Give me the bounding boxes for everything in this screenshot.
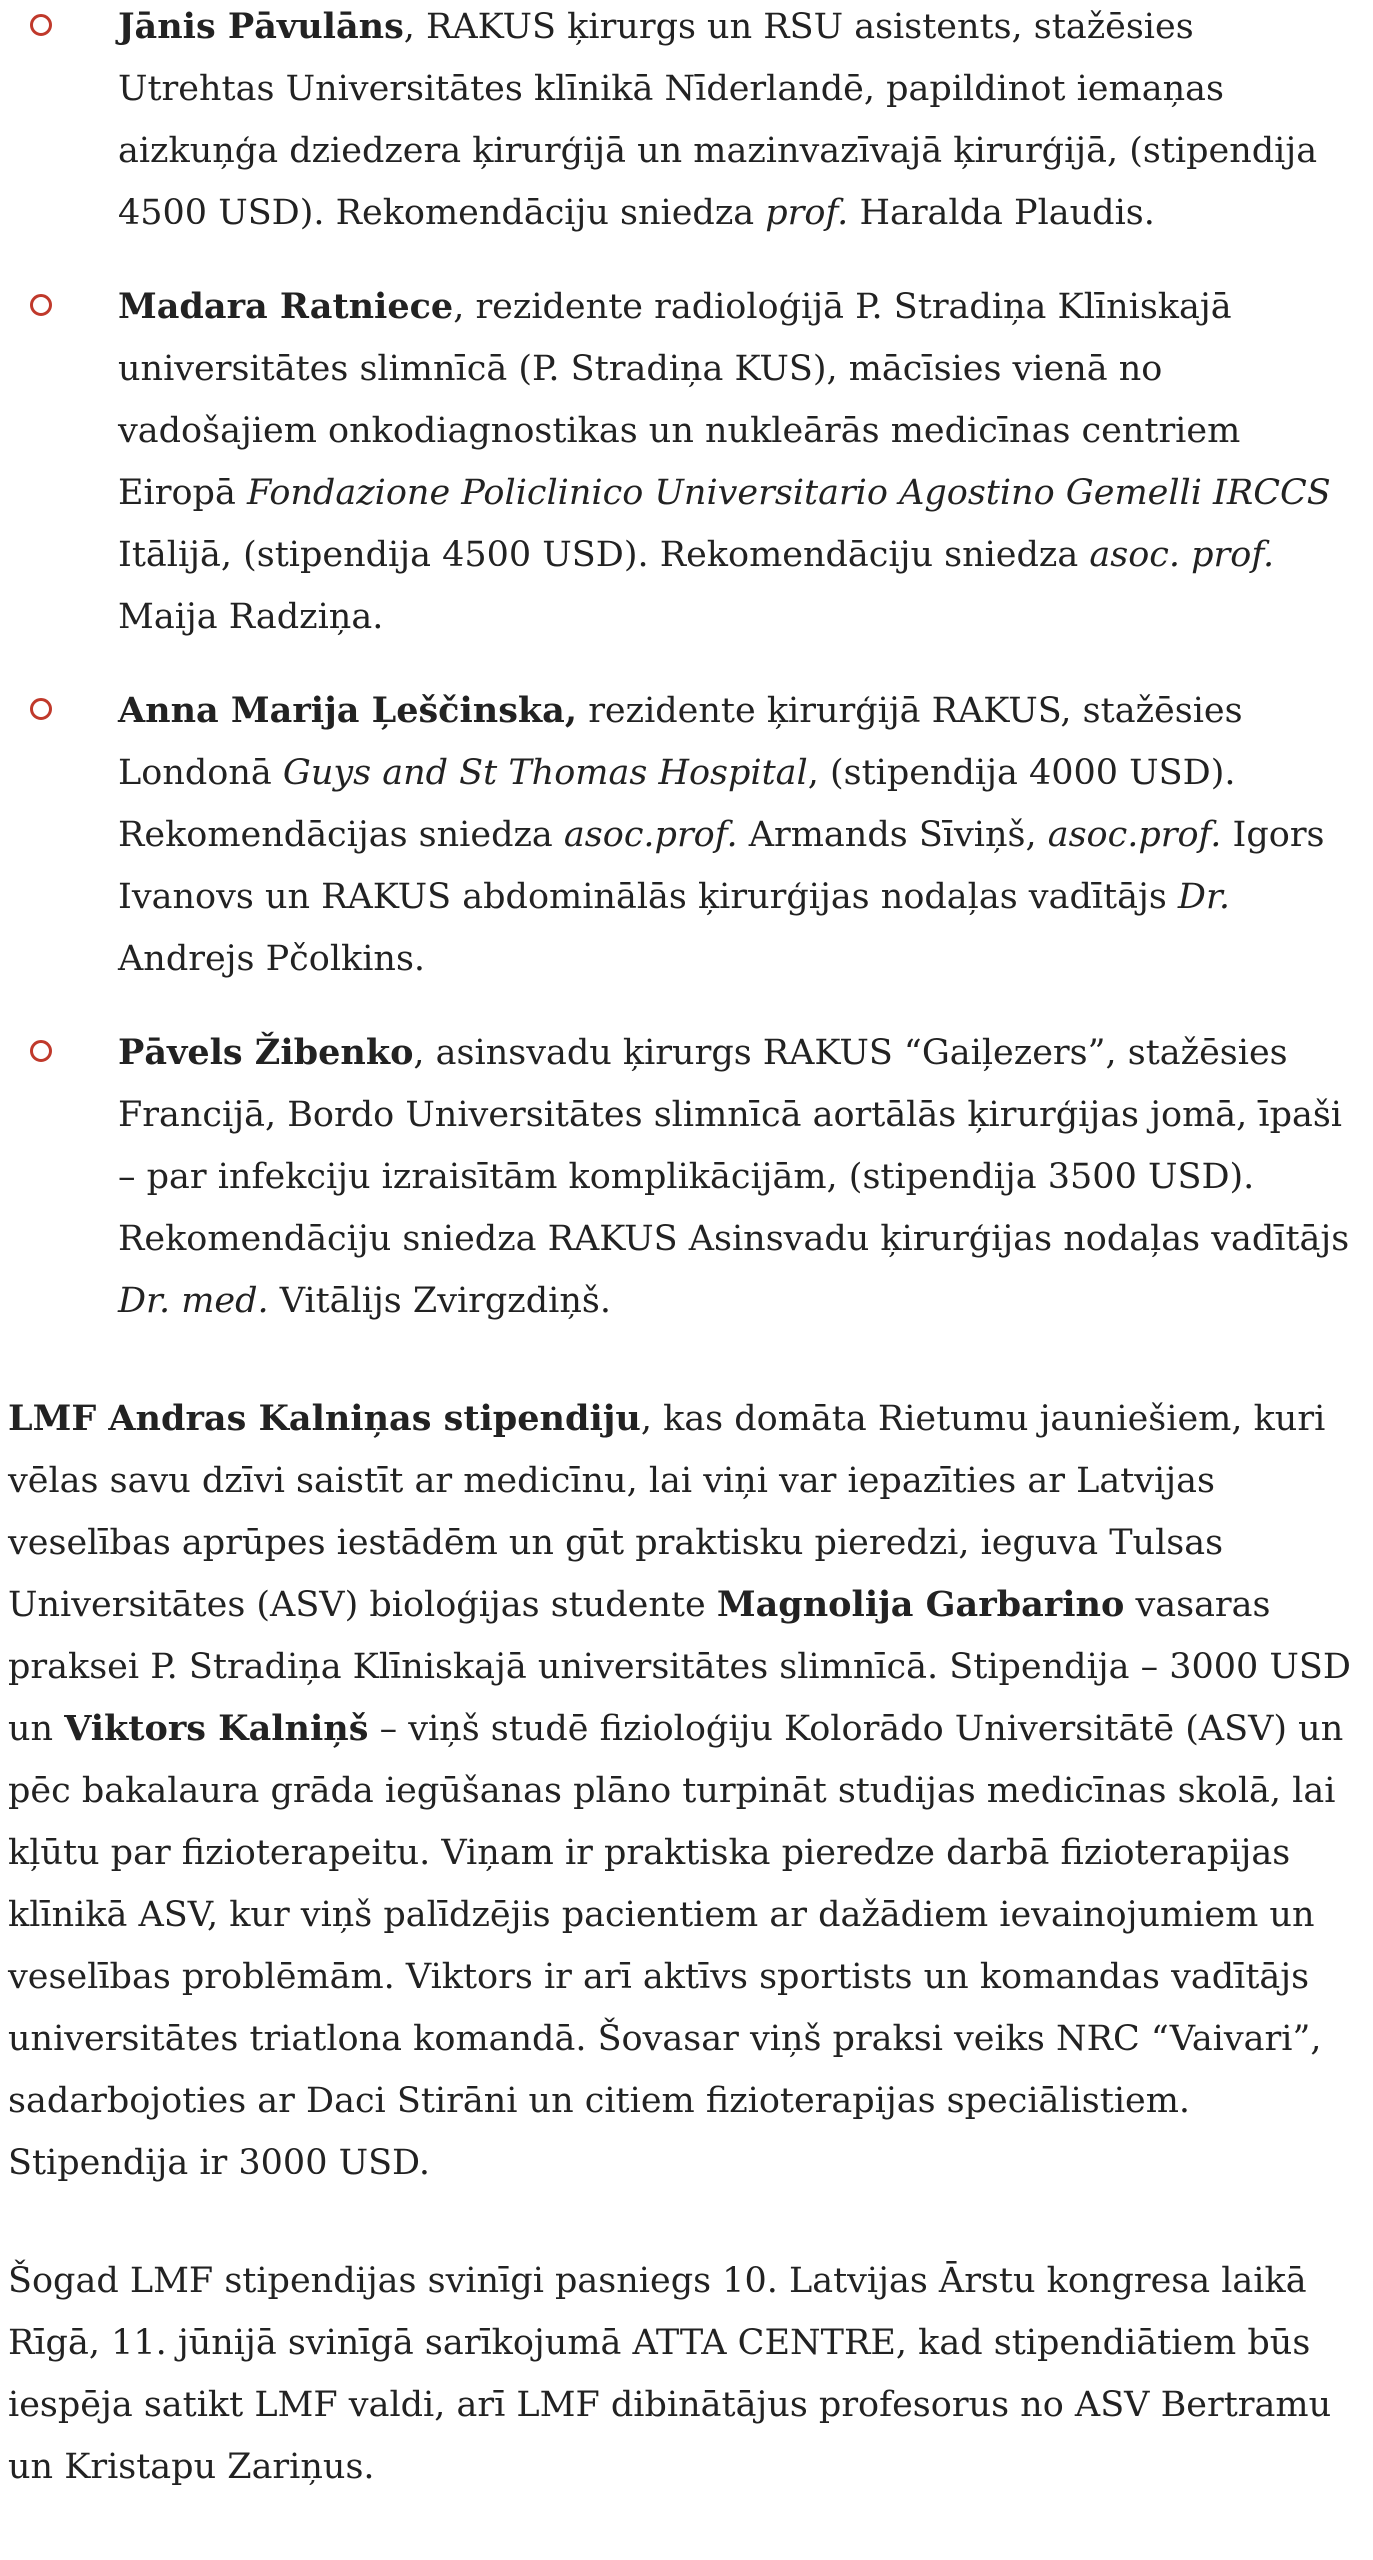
text-run: , rezidente radioloģijā P. Stradiņa Klīniskajā universitātes slimnīcā (P. Stradiņa KUS), mācīsies vienā no vadošajiem onkodiagnostikas un nukleārās medicīnas centriem Eiropā [118,287,1241,513]
text-run: , asinsvadu ķirurgs RAKUS “Gaiļezers”, stažēsies Francijā, Bordo Universitātes slimnīcā aortālās ķirurģijas jomā, īpaši – par infekciju izraisītām komplikācijām, (stipendija 3500 USD). Rekomendāciju sniedza RAKUS Asinsvadu ķirurģijas nodaļas vadītājs [118,1033,1350,1259]
text-run: Itālijā, (stipendija 4500 USD). Rekomendāciju sniedza [118,535,1090,575]
bold-text: Jānis Pāvulāns [118,6,404,47]
bold-text: LMF Andras Kalniņas stipendiju [8,1398,641,1439]
paragraph-award-ceremony [8,2250,1361,2498]
bold-text: Viktors Kalniņš [64,1708,369,1749]
italic-text: asoc.prof. [563,815,738,855]
text-run: Andrejs Pčolkins. [118,939,426,979]
italic-text: prof. [765,193,849,233]
bold-text: Magnolija Garbarino [716,1584,1125,1625]
hollow-circle-bullet-icon [30,294,52,316]
text-run: Haralda Plaudis. [848,193,1155,233]
hollow-circle-bullet-icon [30,698,52,720]
list-item-text [118,7,1317,233]
italic-text: Fondazione Policlinico Universitario Agostino Gemelli IRCCS [246,473,1331,513]
italic-text: asoc.prof. [1047,815,1222,855]
list-item-text [118,287,1331,637]
italic-text: Dr. med. [118,1281,269,1321]
text-run: Vitālijs Zvirgzdiņš. [268,1281,611,1321]
text-run: vasaras praksei P. Stradiņa Klīniskajā universitātes slimnīcā. Stipendija – 3000 USD un [8,1585,1351,1749]
bold-text: Pāvels Žibenko [118,1032,414,1073]
text-run: – viņš studē fizioloģiju Kolorādo Universitātē (ASV) un pēc bakalaura grāda iegūšanas plāno turpināt studijas medicīnas skolā, lai kļūtu par fizioterapeitu. Viņam ir praktiska pieredze darbā fizioterapijas klīnikā ASV, kur viņš palīdzējis pacientiem ar dažādiem ievainojumiem un veselības problēmām. Viktors ir arī aktīvs sportists un komandas vadītājs universitātes triatlona komandā. Šovasar viņš praksi veiks NRC “Vaivari”, sadarbojoties ar Daci Stirāni un citiem fizioterapijas speciālistiem. Stipendija ir 3000 USD. [8,1709,1344,2183]
text-run: , (stipendija 4000 USD). Rekomendācijas sniedza [118,753,1236,855]
list-item [8,276,1361,648]
list-item [8,680,1361,990]
text-run: Igors Ivanovs un RAKUS abdominālās ķirurģijas nodaļas vadītājs [118,815,1325,917]
italic-text: Dr. [1177,877,1230,917]
italic-text: asoc. prof. [1089,535,1275,575]
list-item-text [118,1033,1349,1321]
text-run: , RAKUS ķirurgs un RSU asistents, stažēsies Utrehtas Universitātes klīnikā Nīderlandē, papildinot iemaņas aizkuņģa dziedzera ķirurģijā un mazinvazīvajā ķirurģijā, (stipendija 4500 USD). Rekomendāciju sniedza [118,7,1318,233]
text-run: Maija Radziņa. [118,597,384,637]
scholarship-recipient-list [8,0,1361,1332]
bold-text: Anna Marija Ļeščinska, [118,690,578,731]
text-run: Armands Sīviņš, [737,815,1048,855]
list-item [8,1022,1361,1332]
hollow-circle-bullet-icon [30,1040,52,1062]
list-item-text [118,691,1325,979]
hollow-circle-bullet-icon [30,14,52,36]
text-run: , kas domāta Rietumu jauniešiem, kuri vēlas savu dzīvi saistīt ar medicīnu, lai viņi var iepazīties ar Latvijas veselības aprūpes iestādēm un gūt praktisku pieredzi, ieguva Tulsas Universitātes (ASV) bioloģijas studente [8,1399,1326,1625]
bold-text: Madara Ratniece [118,286,454,327]
list-item [8,0,1361,244]
text-run: Šogad LMF stipendijas svinīgi pasniegs 10. Latvijas Ārstu kongresa laikā Rīgā, 11. jūnijā svinīgā sarīkojumā ATTA CENTRE, kad stipendiātiem būs iespēja satikt LMF valdi, arī LMF dibinātājus profesorus no ASV Bertramu un Kristapu Zariņus. [8,2261,1332,2487]
italic-text: Guys and St Thomas Hospital [282,753,808,793]
text-run: rezidente ķirurģijā RAKUS, stažēsies Londonā [118,691,1243,793]
paragraph-kalnina-scholarship [8,1388,1361,2194]
